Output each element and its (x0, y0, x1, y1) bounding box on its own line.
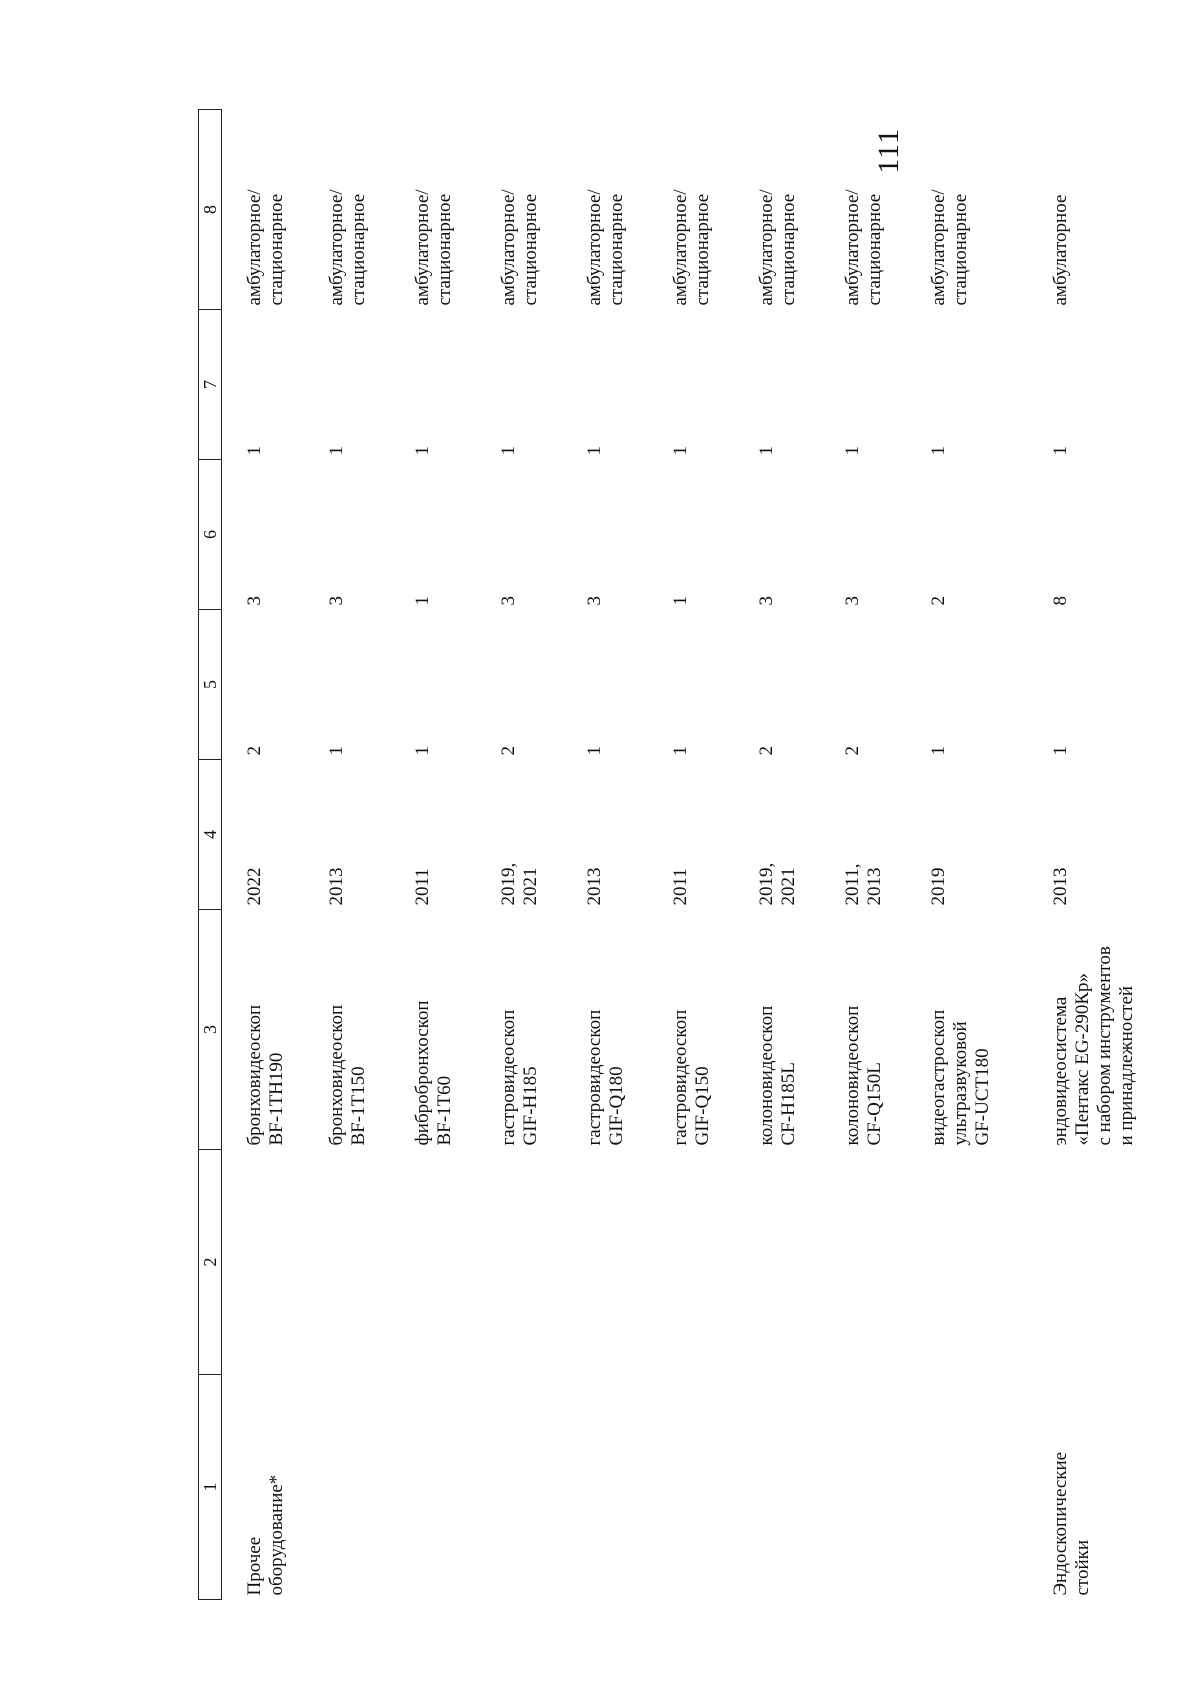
table-row (400, 110, 486, 1600)
count-cell: 3 (756, 596, 777, 606)
care-type-cell: амбулаторное/ стационарное (928, 189, 971, 306)
equipment-name-cell: колоновидеоскоп CF-Q150L (842, 1005, 885, 1146)
count-cell: 1 (584, 446, 605, 456)
column-header: 5 (199, 610, 222, 760)
count-cell: 1 (670, 446, 691, 456)
table-row (744, 110, 830, 1600)
equipment-name-cell: фибробронхоскоп BF-1T60 (412, 1000, 455, 1146)
empty-cell (314, 1150, 400, 1375)
table-row (222, 110, 315, 1600)
column-header: 4 (199, 760, 222, 910)
year-cell: 2011, 2013 (842, 863, 885, 906)
category-cell (916, 1375, 1038, 1600)
year-cell: 2013 (584, 867, 605, 906)
category-cell (658, 1375, 744, 1600)
column-header: 7 (199, 310, 222, 460)
category-cell (400, 1375, 486, 1600)
column-header: 1 (199, 1375, 222, 1600)
count-cell: 1 (498, 446, 519, 456)
category-cell (744, 1375, 830, 1600)
count-cell: 1 (928, 746, 949, 756)
count-cell: 1 (412, 446, 433, 456)
empty-cell (572, 1150, 658, 1375)
empty-cell (916, 1150, 1038, 1375)
count-cell: 1 (326, 746, 347, 756)
care-type-cell: амбулаторное/ стационарное (498, 189, 541, 306)
equipment-name-cell: гастровидеоскоп GIF-H185 (498, 1009, 541, 1146)
table-row (1038, 110, 1160, 1600)
count-cell: 1 (1050, 446, 1071, 456)
empty-cell (830, 1150, 916, 1375)
equipment-name-cell: эндовидеосистема «Пентакс EG-290Кр» с набором инструментов и принадлежностей (1050, 946, 1137, 1146)
category-cell: Прочее оборудование* (244, 1474, 287, 1596)
year-cell: 2019, 2021 (498, 862, 541, 906)
empty-cell (744, 1150, 830, 1375)
count-cell: 1 (244, 446, 265, 456)
count-cell: 1 (670, 746, 691, 756)
empty-cell (486, 1150, 572, 1375)
empty-cell (658, 1150, 744, 1375)
category-cell (314, 1375, 400, 1600)
table-row (572, 110, 658, 1600)
equipment-name-cell: гастровидеоскоп GIF-Q180 (584, 1009, 627, 1146)
rotated-table-wrapper (198, 110, 1200, 1600)
care-type-cell: амбулаторное/ стационарное (670, 189, 713, 306)
count-cell: 1 (756, 446, 777, 456)
category-cell (486, 1375, 572, 1600)
category-cell (572, 1375, 658, 1600)
count-cell: 8 (1050, 596, 1071, 606)
equipment-name-cell: гастровидеоскоп GIF-Q150 (670, 1009, 713, 1146)
year-cell: 2019, 2021 (756, 862, 799, 906)
count-cell: 3 (584, 596, 605, 606)
column-header: 2 (199, 1150, 222, 1375)
count-cell: 3 (842, 596, 863, 606)
care-type-cell: амбулаторное/ стационарное (326, 189, 369, 306)
category-cell: Эндоскопические стойки (1050, 1451, 1093, 1596)
care-type-cell: амбулаторное/ стационарное (412, 189, 455, 306)
equipment-table (198, 109, 1160, 1600)
care-type-cell: амбулаторное (1050, 194, 1071, 306)
equipment-name-cell: бронховидеоскоп BF-1T150 (326, 1004, 369, 1146)
count-cell: 2 (756, 746, 777, 756)
count-cell: 1 (842, 446, 863, 456)
count-cell: 3 (244, 596, 265, 606)
table-row (658, 110, 744, 1600)
count-cell: 1 (412, 596, 433, 606)
column-header: 3 (199, 910, 222, 1150)
empty-cell (400, 1150, 486, 1375)
count-cell: 1 (928, 446, 949, 456)
table-body (222, 110, 1161, 1600)
count-cell: 1 (1050, 746, 1071, 756)
care-type-cell: амбулаторное/ стационарное (244, 189, 287, 306)
table-row (486, 110, 572, 1600)
count-cell: 1 (584, 746, 605, 756)
year-cell: 2013 (1050, 867, 1071, 906)
column-header: 6 (199, 460, 222, 610)
count-cell: 1 (412, 746, 433, 756)
category-cell (830, 1375, 916, 1600)
count-cell: 2 (928, 596, 949, 606)
year-cell: 2011 (412, 868, 433, 906)
table-header-row (199, 110, 222, 1600)
count-cell: 2 (498, 746, 519, 756)
year-cell: 2013 (326, 867, 347, 906)
column-header: 8 (199, 110, 222, 310)
year-cell: 2022 (244, 867, 265, 906)
care-type-cell: амбулаторное/ стационарное (584, 189, 627, 306)
table-row (314, 110, 400, 1600)
empty-cell (222, 1150, 315, 1375)
page-number: 111 (872, 128, 905, 174)
count-cell: 1 (670, 596, 691, 606)
year-cell: 2011 (670, 868, 691, 906)
equipment-name-cell: видеогастроскоп ультразвуковой GF-UCT180 (928, 1009, 993, 1146)
care-type-cell: амбулаторное/ стационарное (756, 189, 799, 306)
year-cell: 2019 (928, 867, 949, 906)
table-row (830, 110, 916, 1600)
count-cell: 3 (326, 596, 347, 606)
count-cell: 2 (244, 746, 265, 756)
equipment-name-cell: колоновидеоскоп CF-H185L (756, 1005, 799, 1146)
equipment-name-cell: бронховидеоскоп BF-1TH190 (244, 1004, 287, 1146)
empty-cell (1038, 1150, 1160, 1375)
care-type-cell: амбулаторное/ стационарное (842, 189, 885, 306)
table-row (916, 110, 1038, 1600)
count-cell: 2 (842, 746, 863, 756)
count-cell: 1 (326, 446, 347, 456)
count-cell: 3 (498, 596, 519, 606)
